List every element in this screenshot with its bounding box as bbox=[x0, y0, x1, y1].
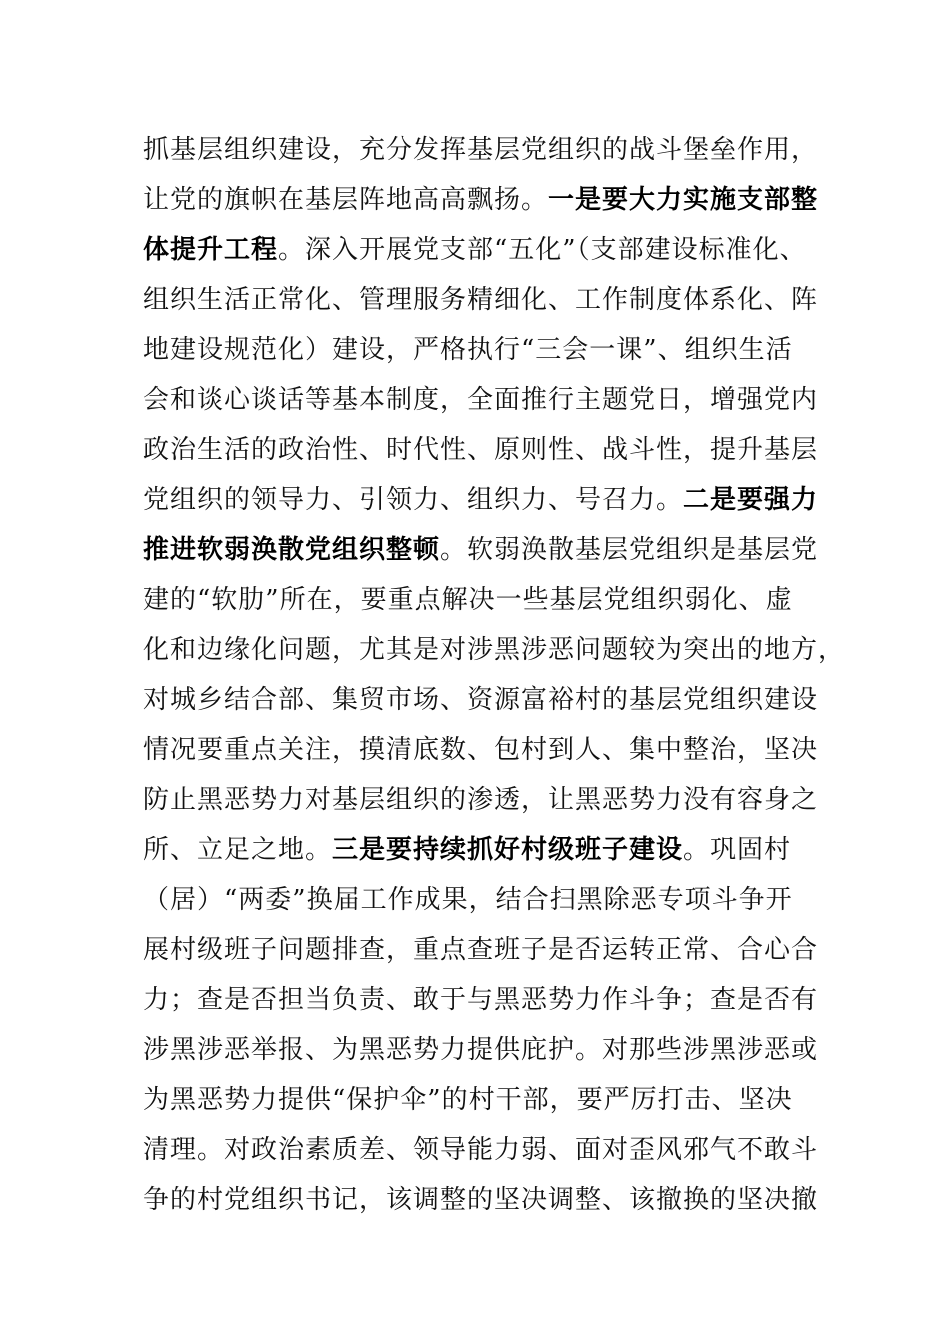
bold-heading-text: 二是要强力 bbox=[683, 485, 819, 515]
text-line bbox=[143, 225, 813, 275]
text-line bbox=[143, 275, 819, 325]
body-text-span: 对城乡结合部、集贸市场、资源富裕村的基层党组织建设 bbox=[143, 685, 819, 715]
body-text bbox=[143, 125, 846, 1225]
text-line bbox=[143, 575, 813, 625]
body-text-span: 地建设规范化）建设，严格执行“三会一课”、组织生活 bbox=[143, 335, 793, 365]
text-line bbox=[143, 625, 846, 675]
body-text-span: 。巩固村 bbox=[683, 835, 792, 865]
body-text-span: 情况要重点关注，摸清底数、包村到人、集中整治，坚决 bbox=[143, 735, 819, 765]
body-text-span: 会和谈心谈话等基本制度，全面推行主题党日，增强党内 bbox=[143, 385, 819, 415]
body-text-span: 清理。对政治素质差、领导能力弱、面对歪风邪气不敢斗 bbox=[143, 1135, 819, 1165]
text-line bbox=[143, 1175, 819, 1225]
text-line bbox=[143, 325, 813, 375]
bold-heading-text: 体提升工程 bbox=[143, 235, 279, 265]
text-line bbox=[143, 375, 819, 425]
text-line bbox=[143, 175, 819, 225]
bold-heading-text: 一是要大力实施支部整 bbox=[548, 185, 819, 215]
body-text-span: （居）“两委”换届工作成果，结合扫黑除恶专项斗争开 bbox=[143, 885, 793, 915]
body-text-span: 展村级班子问题排查，重点查班子是否运转正常、合心合 bbox=[143, 935, 819, 965]
text-line bbox=[143, 1025, 819, 1075]
body-text-span: 让党的旗帜在基层阵地高高飘扬。 bbox=[143, 185, 549, 215]
body-text-span: 力；查是否担当负责、敢于与黑恶势力作斗争；查是否有 bbox=[143, 985, 819, 1015]
text-line bbox=[143, 925, 819, 975]
text-line bbox=[143, 475, 819, 525]
body-text-span: 政治生活的政治性、时代性、原则性、战斗性，提升基层 bbox=[143, 435, 819, 465]
text-line bbox=[143, 425, 819, 475]
text-line bbox=[143, 775, 819, 825]
body-text-span: 涉黑涉恶举报、为黑恶势力提供庇护。对那些涉黑涉恶或 bbox=[143, 1035, 819, 1065]
text-line bbox=[143, 825, 813, 875]
body-text-span: 组织生活正常化、管理服务精细化、工作制度体系化、阵 bbox=[143, 285, 819, 315]
body-text-span: 化和边缘化问题，尤其是对涉黑涉恶问题较为突出的地方， bbox=[143, 635, 846, 665]
body-text-span: 。软弱涣散基层党组织是基层党 bbox=[440, 535, 819, 565]
text-line bbox=[143, 1125, 819, 1175]
body-text-span: 为黑恶势力提供“保护伞”的村干部，要严厉打击、坚决 bbox=[143, 1085, 793, 1115]
text-line bbox=[143, 125, 819, 175]
body-text-span: 所、立足之地。 bbox=[143, 835, 333, 865]
body-text-span: 抓基层组织建设，充分发挥基层党组织的战斗堡垒作用， bbox=[143, 135, 819, 165]
text-line bbox=[143, 525, 819, 575]
text-line bbox=[143, 875, 813, 925]
text-line bbox=[143, 725, 819, 775]
body-text-span: 党组织的领导力、引领力、组织力、号召力。 bbox=[143, 485, 684, 515]
text-line bbox=[143, 975, 819, 1025]
body-text-span: 。深入开展党支部“五化”（支部建设标准化、 bbox=[278, 235, 807, 265]
bold-heading-text: 三是要持续抓好村级班子建设 bbox=[332, 835, 684, 865]
text-line bbox=[143, 1075, 813, 1125]
body-text-span: 防止黑恶势力对基层组织的渗透，让黑恶势力没有容身之 bbox=[143, 785, 819, 815]
text-line bbox=[143, 675, 819, 725]
bold-heading-text: 推进软弱涣散党组织整顿 bbox=[143, 535, 441, 565]
body-text-span: 争的村党组织书记，该调整的坚决调整、该撤换的坚决撤 bbox=[143, 1185, 819, 1215]
body-text-span: 建的“软肋”所在，要重点解决一些基层党组织弱化、虚 bbox=[143, 585, 793, 615]
